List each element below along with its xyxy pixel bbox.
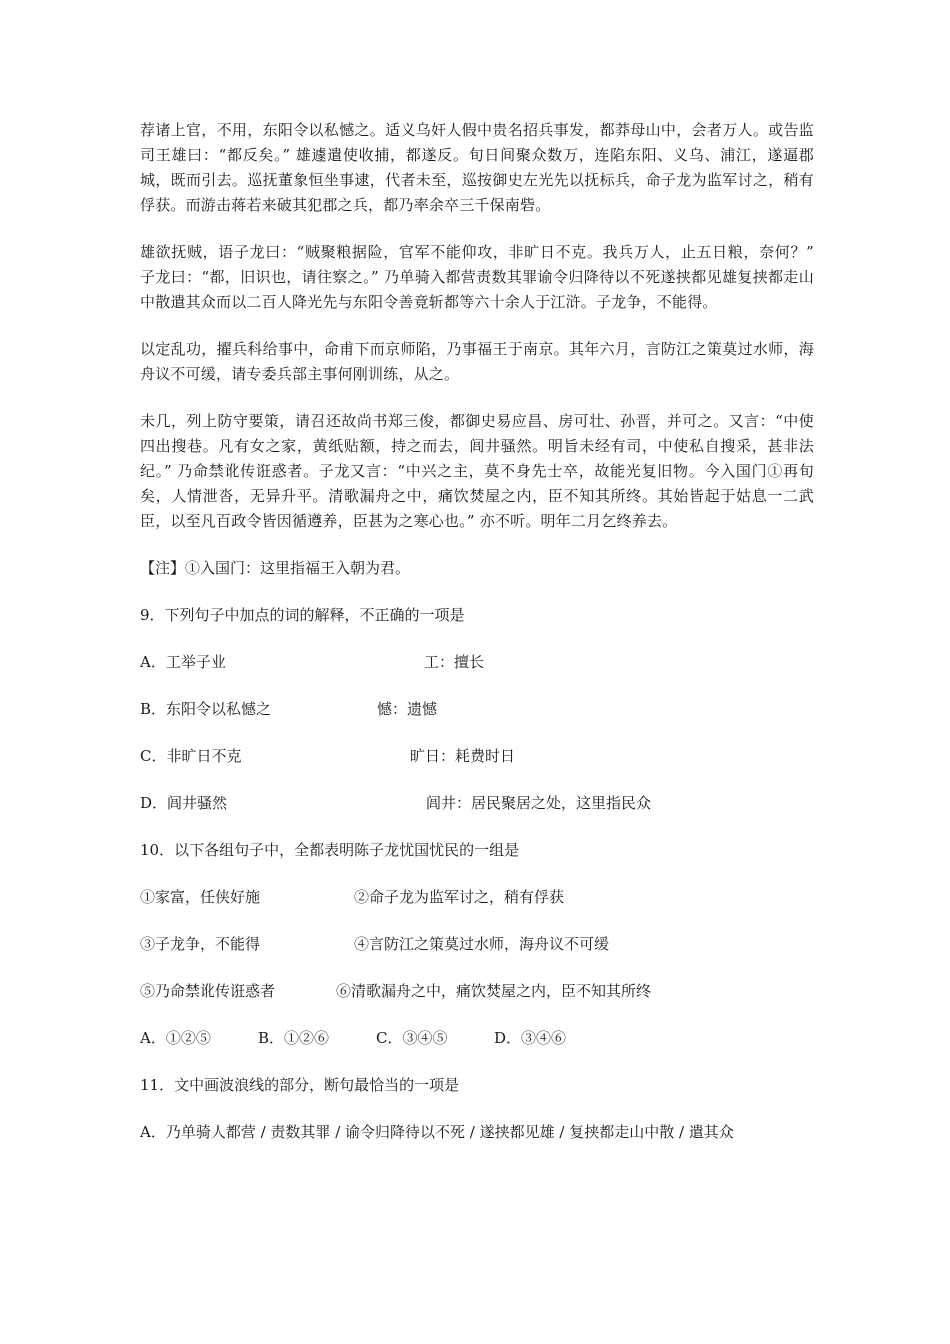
passage-text: 荐诸上官，不用，东阳令以私憾之。适义乌奸人假中贵名招兵事发，都莽母山中，会者万人。或告监司王雄曰：“都反矣。” 雄遽遣使收捕，都遂反。旬日间聚众数万，连陷东阳、义乌、浦江，遂逼郡城，既而引去。巡抚董象恒坐事逮，代者未至，巡按御史左光先以抚标兵，命子龙为监军讨之，稍有俘获。而游击蒋若来破其犯郡之兵，都乃率余卒三千保南砦。 bbox=[140, 121, 814, 214]
sentence-item: ①家富，任侠好施 bbox=[140, 888, 261, 906]
passage-text: 雄欲抚贼，语子龙曰：“贼聚粮据险，官军不能仰攻，非旷日不克。我兵万人，止五日粮，奈何？” 子龙曰：“都，旧识也，请往察之。” 乃单骑入都营责数其罪谕令归降待以不死遂挟都见雄复挟都走山中散遣其众而以二百人降光先与东阳令善竟斩都等六十余人于江浒。子龙争，不能得。 bbox=[140, 243, 814, 311]
sentence-item: ⑥清歌漏舟之中，痛饮焚屋之内，臣不知其所终 bbox=[336, 982, 652, 1000]
question-9-option-a bbox=[140, 650, 814, 675]
question-10-row bbox=[140, 979, 814, 1004]
passage-paragraph-4 bbox=[140, 409, 814, 534]
document-page bbox=[140, 118, 814, 1167]
sentence-item: ③子龙争，不能得 bbox=[140, 935, 261, 953]
question-10-stem: 10．以下各组句子中，全都表明陈子龙忧国忧民的一组是 bbox=[140, 841, 520, 859]
option-label: C．非旷日不克 bbox=[140, 747, 242, 765]
passage-text: 以定乱功，擢兵科给事中，命甫下而京师陷，乃事福王于南京。其年六月，言防江之策莫过水师，海舟议不可缓，请专委兵部主事何刚训练，从之。 bbox=[140, 340, 814, 383]
choice-d: D．③④⑥ bbox=[494, 1029, 567, 1047]
question-11-option-a: A．乃单骑人都营 / 责数其罪 / 谕令归降待以不死 / 遂挟都见雄 / 复挟都走山中散 / 遣其众 bbox=[140, 1123, 734, 1141]
sentence-item: ⑤乃命禁讹传诳惑者 bbox=[140, 982, 276, 1000]
passage-text: 未几，列上防守要策，请召还故尚书郑三俊，都御史易应昌、房可壮、孙晋，并可之。又言：“中使四出搜巷。凡有女之家，黄纸贴额，持之而去，闾井骚然。明旨未经有司，中使私自搜采，甚非法纪。” 乃命禁讹传诳惑者。子龙又言：“中兴之主，莫不身先士卒，故能光复旧物。今入国门①再旬矣，人情泄沓，无异升平。清歌漏舟之中，痛饮焚屋之内，臣不知其所终。其始皆起于姑息一二武臣，以至凡百政令皆因循遵养，臣甚为之寒心也。” 亦不听。明年二月乞终养去。 bbox=[140, 412, 814, 530]
choice-c: C．③④⑤ bbox=[376, 1029, 448, 1047]
sentence-item: ④言防江之策莫过水师，海舟议不可缓 bbox=[354, 935, 610, 953]
option-explanation: 工：擅长 bbox=[424, 653, 485, 671]
question-10-row bbox=[140, 932, 814, 957]
question-9-option-c bbox=[140, 744, 814, 769]
footnote: 【注】①入国门：这里指福王入朝为君。 bbox=[140, 559, 411, 577]
passage-paragraph-1 bbox=[140, 118, 814, 218]
option-explanation: 憾：遗憾 bbox=[377, 700, 438, 718]
option-explanation: 旷日：耗费时日 bbox=[410, 747, 516, 765]
choice-a: A．①②⑤ bbox=[140, 1029, 211, 1047]
question-10-choices bbox=[140, 1026, 814, 1051]
option-label: A．工举子业 bbox=[140, 653, 226, 671]
passage-paragraph-3 bbox=[140, 337, 814, 387]
question-9-option-b bbox=[140, 697, 814, 722]
question-9-stem: 9．下列句子中加点的词的解释，不正确的一项是 bbox=[140, 606, 465, 624]
question-11-stem: 11．文中画波浪线的部分，断句最恰当的一项是 bbox=[140, 1076, 460, 1094]
choice-b: B．①②⑥ bbox=[258, 1029, 330, 1047]
question-9-option-d bbox=[140, 791, 814, 816]
option-label: B．东阳令以私憾之 bbox=[140, 700, 272, 718]
option-label: D．闾井骚然 bbox=[140, 794, 228, 812]
passage-paragraph-2 bbox=[140, 240, 814, 315]
option-explanation: 闾井：居民聚居之处，这里指民众 bbox=[426, 794, 652, 812]
sentence-item: ②命子龙为监军讨之，稍有俘获 bbox=[354, 888, 565, 906]
question-10-row bbox=[140, 885, 814, 910]
